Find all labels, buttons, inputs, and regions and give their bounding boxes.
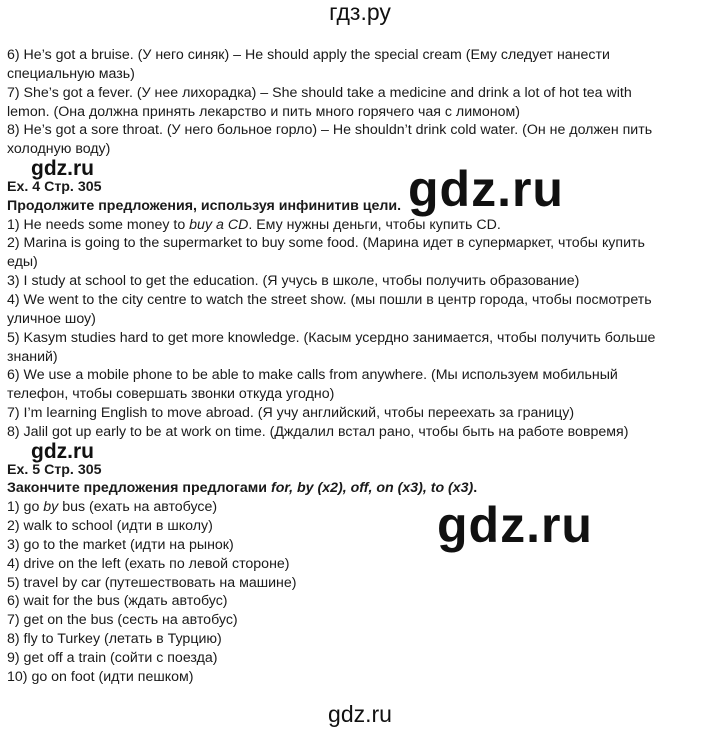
text-line: специальную мазь) (7, 65, 135, 82)
text-line: 8) He’s got a sore throat. (У него больное горло) – He shouldn’t drink cold water. (Он не должен пить (7, 122, 653, 139)
instruction-end: . (473, 480, 478, 497)
list-item (7, 592, 707, 611)
text-line: 6) He’s got a bruise. (У него синяк) – He should apply the special cream (Ему следует нанести (7, 47, 610, 63)
list-item (7, 310, 707, 329)
list-item (7, 216, 707, 235)
item-text: 2) walk to school (идти в школу) (7, 518, 213, 535)
item-text: 7) I’m learning English to move abroad. (Я учу английский, чтобы переехать за границу) (7, 405, 575, 422)
item-text: 6) We use a mobile phone to be able to make calls from anywhere. (Мы используем мобильный (7, 367, 618, 384)
item-text-end: . Ему нужны деньги, чтобы купить CD. (248, 216, 501, 233)
list-item (7, 404, 707, 423)
watermark-small: gdz.ru (31, 157, 94, 180)
watermark-small: gdz.ru (31, 440, 94, 463)
item-text: 6) wait for the bus (ждать автобус) (7, 593, 228, 610)
exercise-4-instruction: Продолжите предложения, используя инфинитив цели. (7, 197, 402, 214)
item-text: 8) fly to Turkey (летать в Турцию) (7, 631, 222, 648)
list-item (7, 517, 707, 536)
list-item (7, 272, 707, 291)
item-text: 9) get off a train (сойти с поезда) (7, 650, 218, 666)
list-item (7, 611, 707, 630)
exercise-4-items (7, 216, 707, 442)
item-text: 2) Marina is going to the supermarket to buy some food. (Марина идет в супермаркет, чтобы купить (7, 235, 645, 252)
list-item (7, 291, 707, 310)
list-item (7, 423, 707, 442)
top-items (7, 46, 707, 159)
exercise-4-title: Ex. 4 Стр. 305 (7, 178, 102, 195)
instruction-text: Закончите предложения предлогами (7, 480, 271, 497)
list-item (7, 536, 707, 555)
item-text: еды) (7, 254, 38, 271)
watermark-large: gdz.ru (437, 497, 593, 553)
list-item (7, 348, 707, 367)
item-text: 3) I study at school to get the education. (Я учусь в школе, чтобы получить образование) (7, 273, 580, 290)
spacer (7, 159, 707, 178)
list-item (7, 253, 707, 272)
item-emphasis: by (43, 499, 59, 516)
list-item (7, 668, 707, 687)
list-item (7, 630, 707, 649)
item-text: 7) get on the bus (сесть на автобус) (7, 612, 238, 629)
item-text: 1) He needs some money to (7, 216, 190, 233)
item-text: знаний) (7, 348, 58, 365)
item-text: 3) go to the market (идти на рынок) (7, 536, 234, 553)
instruction-prepositions: for, by (x2), off, on (x3), to (x3) (270, 480, 474, 497)
text-line: 7) She’s got a fever. (У нее лихорадка) – She should take a medicine and drink a lot of hot tea with (7, 84, 632, 101)
watermark-large: gdz.ru (408, 161, 564, 217)
item-text: телефон, чтобы совершать звонки откуда угодно) (7, 386, 335, 403)
item-text-end: bus (ехать на автобусе) (58, 499, 218, 516)
list-item (7, 574, 707, 593)
text-line: холодную воду) (7, 141, 111, 158)
list-item (7, 366, 707, 385)
exercise-5-title: Ex. 5 Стр. 305 (7, 461, 102, 478)
item-text: 1) go (7, 499, 44, 516)
item-text: уличное шоу) (7, 310, 96, 327)
list-item (7, 234, 707, 253)
list-item (7, 498, 707, 517)
document-body (7, 46, 707, 687)
item-text: 5) travel by car (путешествовать на машине) (7, 574, 297, 591)
item-text: 4) We went to the city centre to watch the street show. (мы пошли в центр города, чтобы посмотреть (7, 291, 652, 308)
list-item (7, 649, 707, 668)
list-item (7, 385, 707, 404)
site-footer: gdz.ru (328, 701, 392, 727)
text-line: lemon. (Она должна принять лекарство и пить много горячего чая с лимоном) (7, 103, 520, 120)
item-text: 4) drive on the left (ехать по левой стороне) (7, 555, 290, 572)
item-text: 8) Jalil got up early to be at work on time. (Дждалил встал рано, чтобы быть на работе вовремя) (7, 423, 629, 440)
list-item (7, 329, 707, 348)
item-text: 10) go on foot (идти пешком) (7, 668, 194, 685)
item-emphasis: buy a CD (189, 216, 249, 233)
spacer (7, 442, 707, 461)
list-item (7, 555, 707, 574)
site-header: гдз.ру (329, 0, 391, 25)
exercise-5-instruction (7, 479, 707, 498)
exercise-5-items (7, 498, 707, 686)
item-text: 5) Kasym studies hard to get more knowledge. (Касым усердно занимается, чтобы получить больше (7, 329, 656, 346)
